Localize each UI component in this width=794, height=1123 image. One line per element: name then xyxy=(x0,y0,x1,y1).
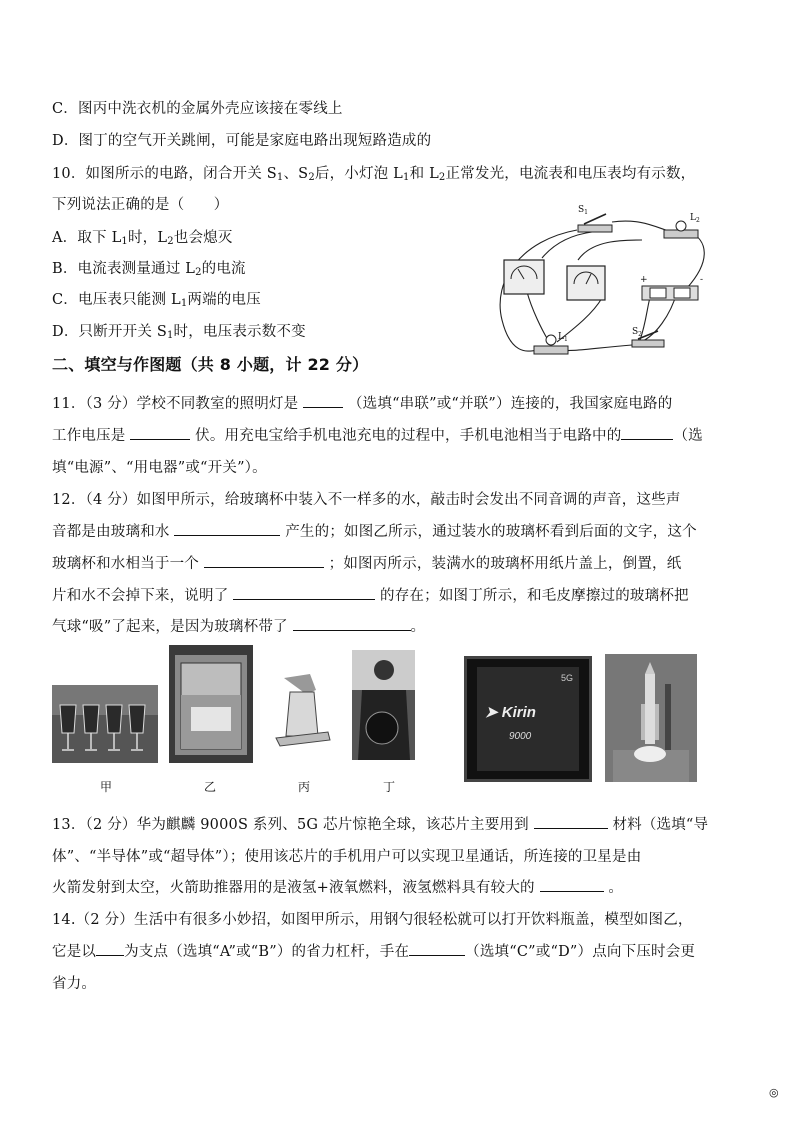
answer-blank[interactable] xyxy=(534,814,608,829)
label-minus: - xyxy=(700,275,704,285)
photo-water-glass xyxy=(169,645,253,763)
answer-blank[interactable] xyxy=(409,941,465,956)
option-9d: D．图丁的空气开关跳闸，可能是家庭电路出现短路造成的 xyxy=(52,133,432,149)
question-13-line-3: 火箭发射到太空，火箭助推器用的是液氢+液氧燃料，液氢燃料具有较大的 。 xyxy=(52,876,623,897)
chip-tag: 5G xyxy=(560,673,573,683)
photo-inverted-glass xyxy=(270,670,335,750)
question-12-line-4: 片和水不会掉下来，说明了 的存在；如图丁所示，和毛皮摩擦过的玻璃杯把 xyxy=(52,584,689,605)
question-12-line-1: 12．（4 分）如图甲所示，给玻璃杯中装入不一样多的水，敲击时会发出不同音调的声音，这些声 xyxy=(52,492,681,508)
chip-brand: ➤ Kirin xyxy=(485,704,536,721)
option-10c: C．电压表只能测 $L_1$两端的电压 xyxy=(52,292,261,309)
label-l1: $L_1$ xyxy=(558,332,568,343)
circuit-diagram xyxy=(482,200,722,362)
photo-glasses xyxy=(52,685,158,763)
option-10b: B．电流表测量通过 $L_2$的电流 xyxy=(52,261,246,278)
question-12-line-5: 气球“吸”了起来，是因为玻璃杯带了 。 xyxy=(52,615,425,636)
question-14-line-1: 14.（2 分）生活中有很多小妙招，如图甲所示，用钢勺很轻松就可以打开饮料瓶盖，模型如图乙， xyxy=(52,912,693,928)
answer-blank[interactable] xyxy=(303,393,343,408)
photo-balloon xyxy=(352,650,415,760)
section-heading-2: 二、填空与作图题（共 8 小题，计 22 分） xyxy=(52,355,369,374)
answer-blank[interactable] xyxy=(233,585,375,600)
corner-mark: ◎ xyxy=(769,1086,779,1099)
caption-yi: 乙 xyxy=(204,780,217,794)
label-l2: $L_2$ xyxy=(690,213,700,224)
label-plus: + xyxy=(640,275,648,285)
answer-blank[interactable] xyxy=(621,425,673,440)
label-s2: $S_2$ xyxy=(632,327,642,338)
photo-kirin-chip xyxy=(464,656,592,782)
switch-s1-icon xyxy=(578,214,612,232)
question-10-stem-2: 下列说法正确的是（ ） xyxy=(52,197,229,213)
chip-model: 9000 xyxy=(509,731,532,742)
answer-blank[interactable] xyxy=(96,941,124,956)
caption-jia: 甲 xyxy=(100,780,113,794)
option-9c: C．图丙中洗衣机的金属外壳应该接在零线上 xyxy=(52,101,343,117)
question-14-line-2: 它是以 为支点（选填“A”或“B”）的省力杠杆，手在 （选填“C”或“D”）点向下压时会更 xyxy=(52,940,695,961)
question-10-stem: 10．如图所示的电路，闭合开关 $S_1$、$S_2$后，小灯泡 $L_1$和 $L_2$正常发光，电流表和电压表均有示数， xyxy=(52,166,696,183)
battery-icon xyxy=(642,286,698,300)
question-12-line-3: 玻璃杯和水相当于一个 ；如图丙所示，装满水的玻璃杯用纸片盖上，倒置，纸 xyxy=(52,552,681,573)
question-11-line-2: 工作电压是 伏。用充电宝给手机电池充电的过程中，手机电池相当于电路中的 （选 xyxy=(52,424,703,445)
label-s1: $S_1$ xyxy=(578,205,588,216)
answer-blank[interactable] xyxy=(293,616,411,631)
caption-ding: 丁 xyxy=(383,780,396,794)
question-11-line-1: 11．（3 分）学校不同教室的照明灯是 （选填“串联”或“并联”）连接的，我国家庭电路的 xyxy=(52,392,672,413)
question-13-line-1: 13．（2 分）华为麒麟 9000S 系列、5G 芯片惊艳全球，该芯片主要用到 材料（选填“导 xyxy=(52,813,708,834)
kirin-logo-icon: ➤ xyxy=(485,704,498,721)
caption-bing: 丙 xyxy=(298,780,311,794)
question-11-line-3: 填“电源”、“用电器”或“开关”）。 xyxy=(52,460,267,476)
lamp-l2-icon xyxy=(664,221,698,238)
answer-blank[interactable] xyxy=(174,521,280,536)
question-13-line-2: 体”、“半导体”或“超导体”）；使用该芯片的手机用户可以实现卫星通话，所连接的卫星是由 xyxy=(52,849,642,865)
option-10a: A．取下 $L_1$时，$L_2$也会熄灭 xyxy=(52,230,233,247)
answer-blank[interactable] xyxy=(540,877,604,892)
option-10d: D．只断开开关 $S_1$时，电压表示数不变 xyxy=(52,324,306,341)
question-14-line-3: 省力。 xyxy=(52,976,97,992)
question-12-line-2: 音都是由玻璃和水 产生的；如图乙所示，通过装水的玻璃杯看到后面的文字，这个 xyxy=(52,520,697,541)
answer-blank[interactable] xyxy=(204,553,324,568)
voltmeter-icon xyxy=(504,260,544,294)
photo-rocket-launch xyxy=(605,654,697,782)
ammeter-icon xyxy=(567,266,605,300)
answer-blank[interactable] xyxy=(130,425,190,440)
